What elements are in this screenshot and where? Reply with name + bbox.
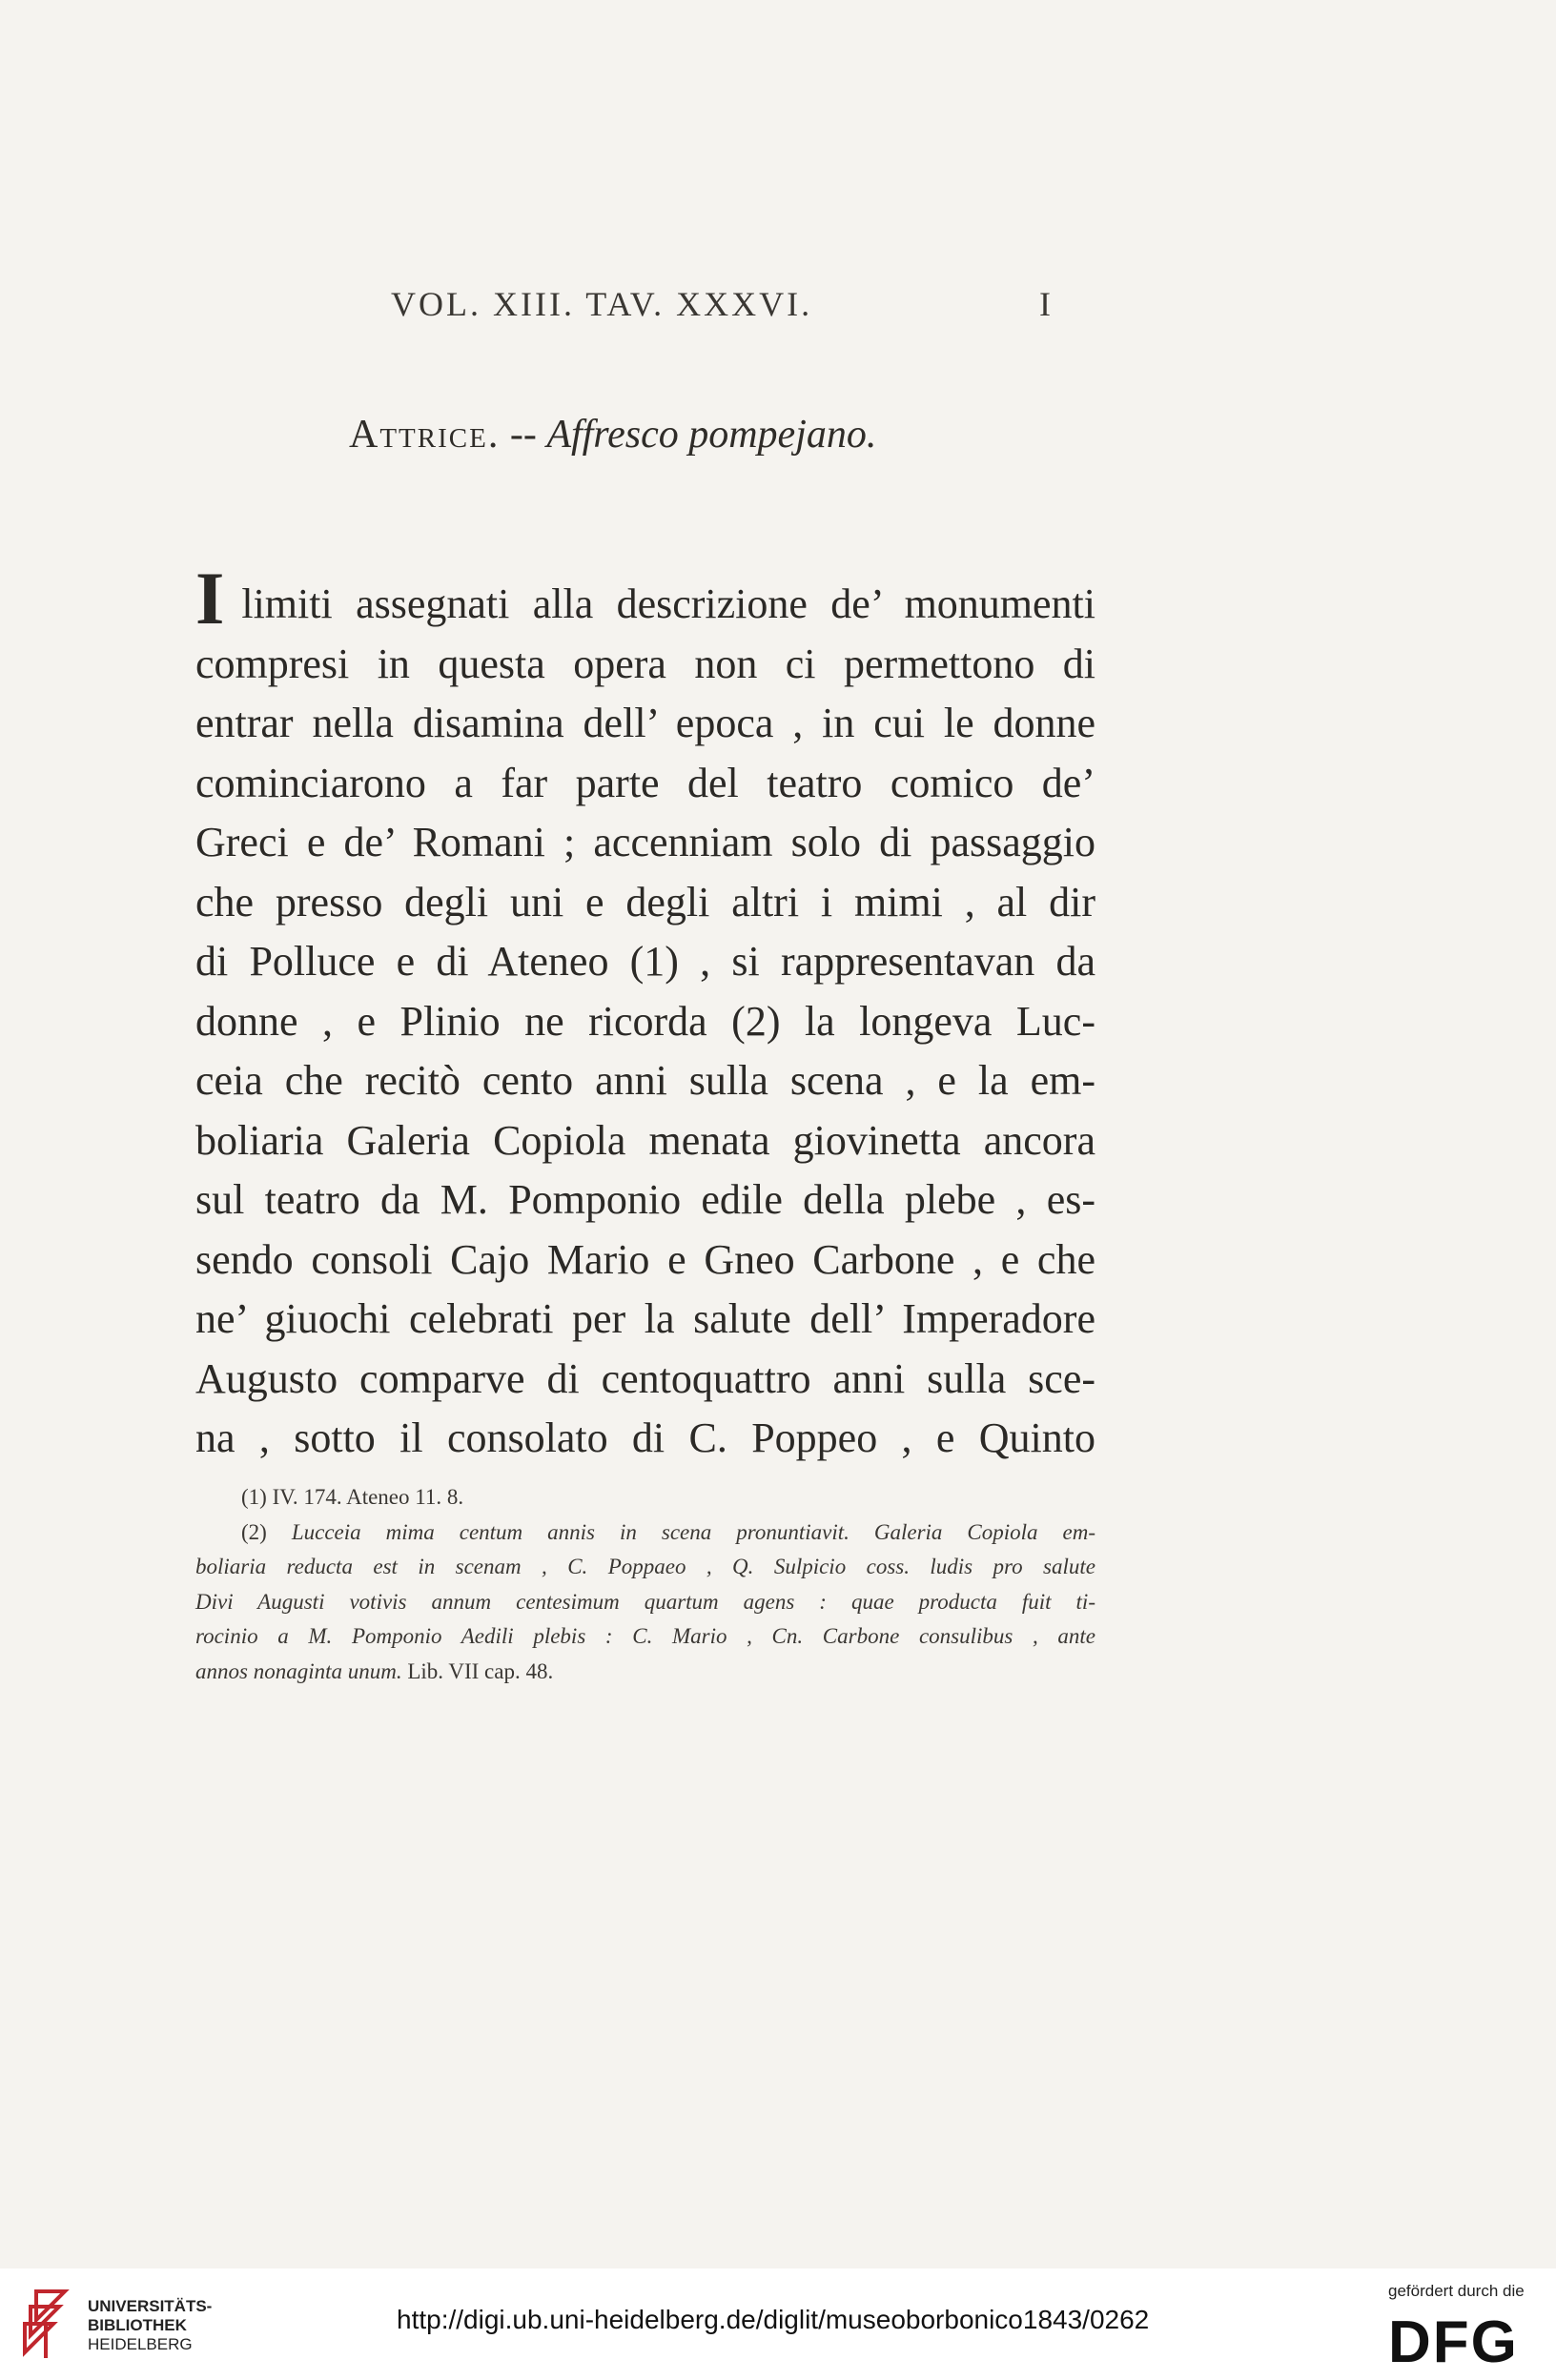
body-line: entrar nella disamina dell’ epoca , in cui le donne [195,700,1095,746]
body-text [195,557,1095,1469]
body-line: boliaria Galeria Copiola menata giovinetta ancora [195,1116,1095,1164]
body-line: Greci e de’ Romani ; accenniam solo di passaggio [195,819,1095,865]
body-line: che presso degli uni e degli altri i mimi , al dir [195,878,1095,926]
footnotes [195,1480,1095,1689]
plate-title [349,412,876,458]
body-line: na , sotto il consolato di C. Poppeo , e Quinto [195,1414,1095,1461]
body-line: compresi in questa opera non ci permettono di [195,640,1095,687]
body-line: di Polluce e di Ateneo (1) , si rappresentavan da [195,938,1095,985]
body-line: sendo consoli Cajo Mario e Gneo Carbone , e che [195,1235,1095,1283]
dfg-logo-icon [1388,2312,1531,2368]
body-line: ne’ giuochi celebrati per la salute dell’ Imperadore [195,1295,1095,1342]
body-line: donne , e Plinio ne ricorda (2) la longeva Luc- [195,997,1095,1045]
body-line: sul teatro da M. Pomponio edile della plebe , es- [195,1176,1095,1223]
university-library-logo-icon [17,2286,84,2362]
title-separator: -- [500,413,547,457]
funding-label: gefördert durch die [1388,2282,1525,2300]
footnote-2-line: boliaria reducta est in scenam , C. Poppaeo , Q. Sulpicio coss. ludis pro salute [195,1555,1095,1578]
footnote-2-line: (2) Lucceia mima centum annis in scena pronuntiavit. Galeria Copiola em- [241,1519,1095,1544]
body-line: Augusto comparve di centoquattro anni sulla sce- [195,1354,1095,1402]
footnote-2-line: rocinio a M. Pomponio Aedili plebis : C. Mario , Cn. Carbone consulibus , ante [195,1624,1095,1648]
library-name: UNIVERSITÄTS- BIBLIOTHEK HEIDELBERG [88,2297,213,2353]
title-medium: Affresco pompejano. [546,413,877,457]
title-subject: Attrice. [349,413,501,457]
body-line: Ilimiti assegnati alla descrizione de’ monumenti [195,557,1095,640]
footer-bar [0,2268,1556,2380]
body-line: ceia che recitò cento anni sulla scena , e la em- [195,1057,1095,1104]
footnote-2-line: Divi Augusti votivis annum centesimum quartum agens : quae producta fuit ti- [195,1589,1095,1614]
permalink-url[interactable]: http://digi.ub.uni-heidelberg.de/diglit/museoborbonico1843/0262 [397,2305,1150,2334]
footnote-2-line: annos nonaginta unum. Lib. VII cap. 48. [195,1658,554,1683]
body-line: cominciarono a far parte del teatro comico de’ [195,759,1095,806]
volume-plate-label: VOL. XIII. TAV. XXXVI. [391,285,813,323]
footnote-1: (1) IV. 174. Ateneo 11. 8. [241,1485,464,1509]
dfg-logo-text: DFG [1388,2312,1519,2368]
page-number: I [1039,285,1054,323]
drop-cap: I [195,557,225,640]
